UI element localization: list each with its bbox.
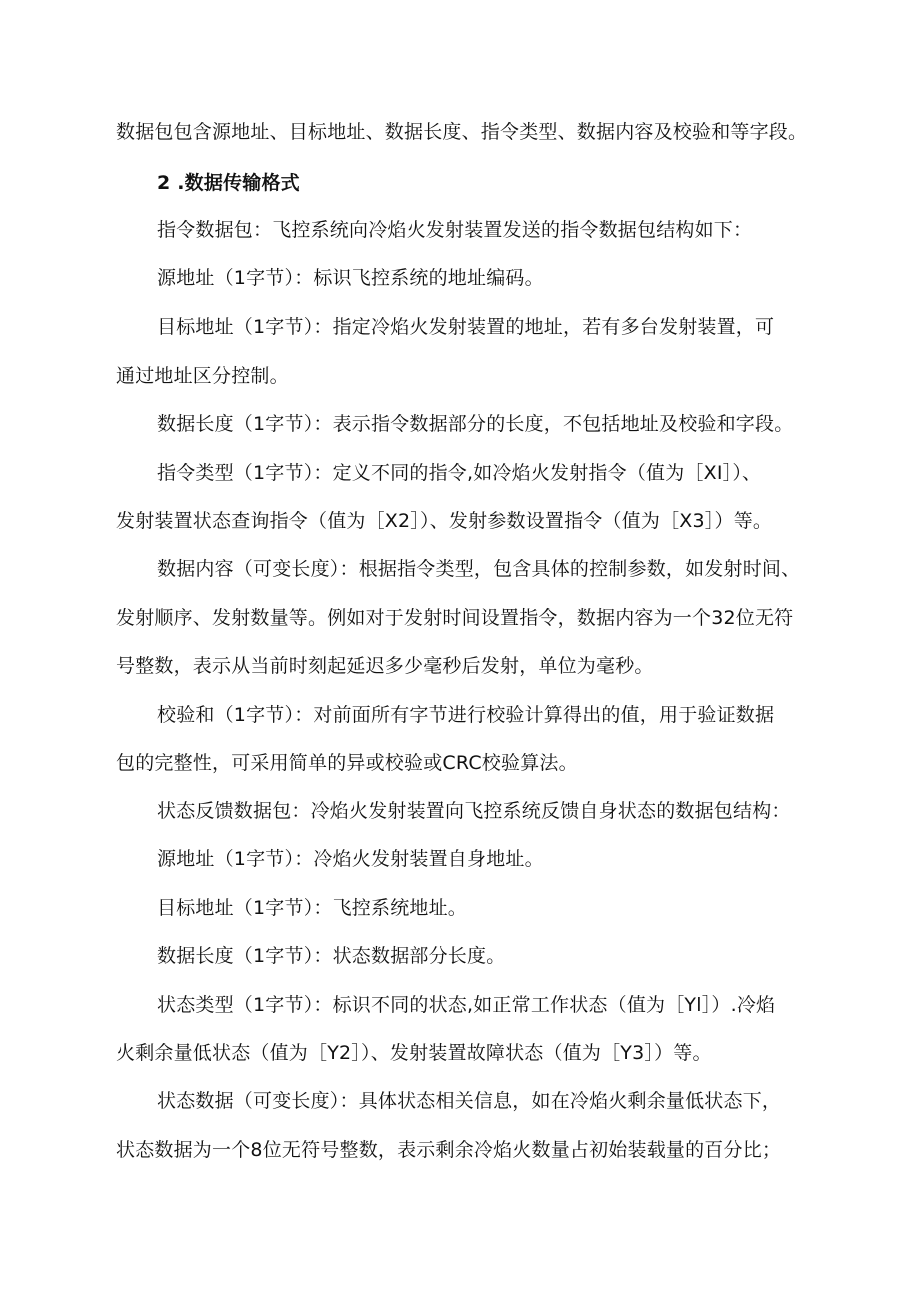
paragraph-line: 状态类型（1字节）：标识不同的状态,如正常工作状态（值为［Yl］）.冷焰 [157, 994, 776, 1016]
paragraph-line: 火剩余量低状态（值为［Y2］）、发射装置故障状态（值为［Y3］）等。 [116, 1042, 712, 1064]
paragraph-line: 通过地址区分控制。 [116, 365, 289, 387]
paragraph-line: 状态数据（可变长度）：具体状态相关信息，如在冷焰火剩余量低状态下， [157, 1090, 782, 1112]
paragraph-line: 目标地址（1字节）：指定冷焰火发射装置的地址，若有多台发射装置，可 [157, 316, 775, 338]
paragraph-line: 数据长度（1字节）：状态数据部分长度。 [157, 945, 506, 967]
paragraph-line: 发射顺序、发射数量等。例如对于发射时间设置指令，数据内容为一个32位无符 [116, 607, 794, 629]
paragraph-line: 数据内容（可变长度）：根据指令类型，包含具体的控制参数，如发射时间、 [157, 558, 801, 580]
paragraph-line: 目标地址（1字节）：飞控系统地址。 [157, 897, 467, 919]
paragraph-line: 指令数据包：飞控系统向冷焰火发射装置发送的指令数据包结构如下： [157, 219, 753, 241]
paragraph-line: 指令类型（1字节）：定义不同的指令,如冷焰火发射指令（值为［XI］）、 [157, 462, 762, 484]
paragraph-line: 发射装置状态查询指令（值为［X2］）、发射参数设置指令（值为［X3］）等。 [116, 510, 773, 532]
paragraph-line: 数据包包含源地址、目标地址、数据长度、指令类型、数据内容及校验和等字段。 [116, 121, 808, 143]
paragraph-line: 包的完整性，可采用简单的异或校验或CRC校验算法。 [116, 752, 578, 774]
paragraph-line: 状态数据为一个8位无符号整数，表示剩余冷焰火数量占初始装载量的百分比； [116, 1139, 782, 1161]
section-heading: 2 .数据传输格式 [157, 172, 300, 194]
paragraph-line: 源地址（1字节）：标识飞控系统的地址编码。 [157, 267, 544, 289]
paragraph-line: 源地址（1字节）：冷焰火发射装置自身地址。 [157, 848, 544, 870]
paragraph-line: 状态反馈数据包：冷焰火发射装置向飞控系统反馈自身状态的数据包结构： [157, 800, 791, 822]
paragraph-line: 数据长度（1字节）：表示指令数据部分的长度，不包括地址及校验和字段。 [157, 413, 794, 435]
paragraph-line: 号整数，表示从当前时刻起延迟多少毫秒后发射，单位为毫秒。 [116, 655, 654, 677]
paragraph-line: 校验和（1字节）：对前面所有字节进行校验计算得出的值，用于验证数据 [157, 704, 775, 726]
